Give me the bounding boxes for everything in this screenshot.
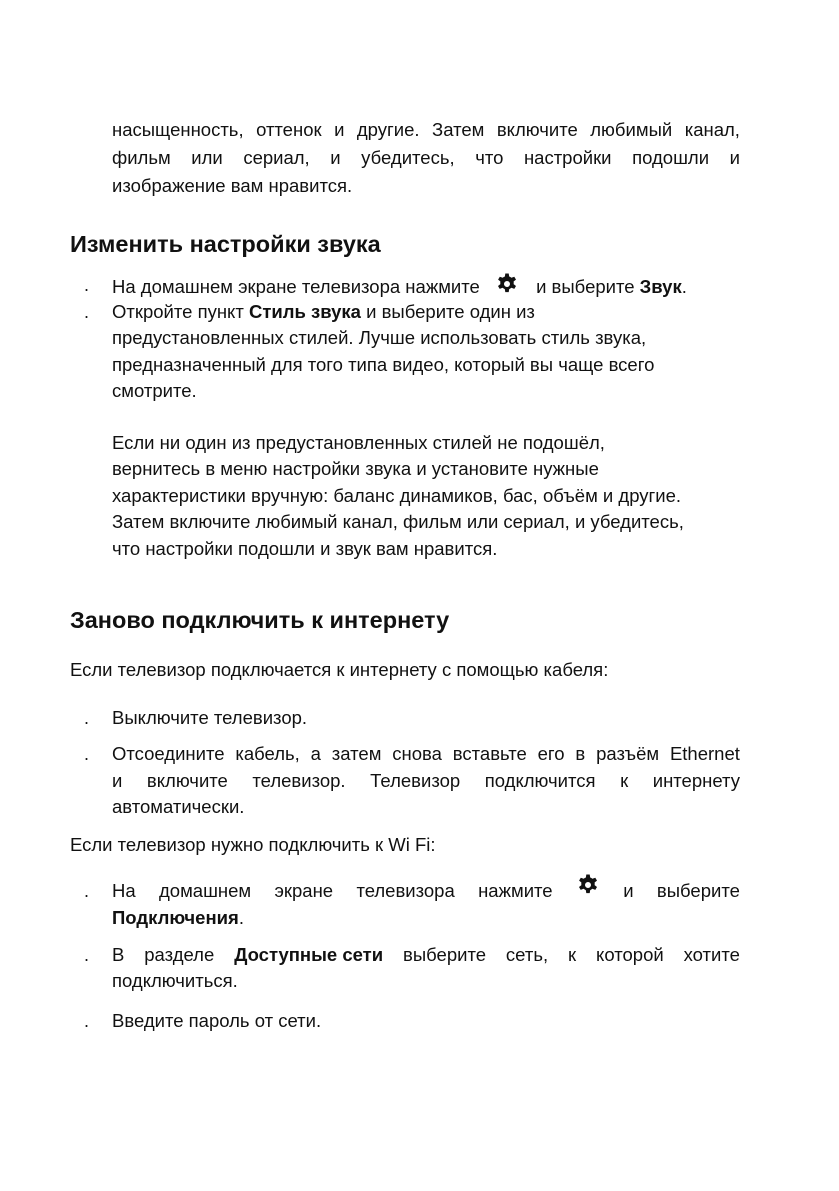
sound-item-2-line-2: предустановленных стилей. Лучше использовать стиль звука, [112, 327, 647, 348]
word: а [310, 743, 321, 764]
word: сеть, [505, 944, 549, 965]
word: включите [146, 770, 228, 791]
word: выберите [403, 944, 486, 965]
sound-item-2-line-4: смотрите. [112, 380, 197, 401]
word: снова [392, 743, 442, 764]
gear-icon [576, 873, 600, 897]
intro-line-2 [112, 145, 740, 171]
sound-item-2-line-3: предназначенный для того типа видео, который вы чаще всего [112, 354, 655, 375]
wifi-item-2-line-1 [112, 942, 740, 968]
word: Ethernet [669, 743, 740, 764]
word: сериал, [243, 147, 310, 168]
sound-note-line-4: Затем включите любимый канал, фильм или сериал, и убедитесь, [112, 511, 684, 532]
item-text: . [681, 276, 687, 297]
bullet: . [84, 945, 90, 965]
sound-note-line-1: Если ни один из предустановленных стилей не подошёл, [112, 432, 605, 453]
bullet: . [84, 302, 90, 322]
word: и [623, 880, 634, 901]
word: нажмите [478, 880, 553, 901]
bullet: . [84, 275, 90, 295]
cable-intro: Если телевизор подключается к интернету с помощью кабеля: [70, 659, 609, 680]
wifi-intro: Если телевизор нужно подключить к Wi Fi: [70, 834, 436, 855]
word: любимый [590, 119, 673, 140]
sound-note-line-3: характеристики вручную: баланс динамиков, бас, объём и другие. [112, 485, 682, 506]
word: Телевизор [370, 770, 461, 791]
intro-line-1 [112, 117, 740, 143]
word: телевизор. [252, 770, 346, 791]
word: выберите [656, 880, 740, 901]
word: домашнем [158, 880, 252, 901]
intro-line-3: изображение вам нравится. [112, 175, 353, 196]
word: хотите [683, 944, 740, 965]
internet-heading: Заново подключить к интернету [70, 607, 450, 633]
word: канал, [684, 119, 740, 140]
bold-term: Звук [639, 276, 682, 297]
word: В [112, 944, 125, 965]
word: телевизора [356, 880, 455, 901]
word: что [475, 147, 504, 168]
word: Затем [432, 119, 485, 140]
word: подошли [632, 147, 710, 168]
word: к [568, 944, 577, 965]
word: вставьте [452, 743, 527, 764]
word: кабель, [235, 743, 300, 764]
word: Отсоедините [112, 743, 225, 764]
bullet: . [84, 1011, 90, 1031]
bold-term: Доступные сети [234, 944, 384, 965]
word: и [112, 770, 123, 791]
word: настройки [523, 147, 612, 168]
word: и [334, 119, 345, 140]
word: или [191, 147, 223, 168]
word: другие. [356, 119, 420, 140]
item-text: . [238, 907, 244, 928]
wifi-item-1-line-1 [112, 878, 740, 904]
wifi-item-3: Введите пароль от сети. [112, 1010, 322, 1031]
sound-item-2-line-1 [112, 299, 535, 325]
wifi-item-2-line-2: подключиться. [112, 970, 238, 991]
item-text: Откройте пункт [112, 301, 249, 322]
bold-term: Подключения [112, 907, 239, 928]
cable-item-2-line-1 [112, 741, 740, 767]
item-text: и выберите [536, 276, 640, 297]
word: разъём [596, 743, 660, 764]
word: в [575, 743, 586, 764]
bullet: . [84, 744, 90, 764]
item-text: На домашнем экране телевизора нажмите [112, 276, 480, 297]
item-text: и выберите один из [360, 301, 535, 322]
cable-item-2-line-2 [112, 768, 740, 794]
word: его [537, 743, 565, 764]
bullet: . [84, 881, 90, 901]
wifi-item-1-line-2 [112, 905, 244, 931]
sound-note-line-2: вернитесь в меню настройки звука и установите нужные [112, 458, 599, 479]
bullet: . [84, 708, 90, 728]
word: экране [274, 880, 334, 901]
word: фильм [112, 147, 171, 168]
bold-term: Стиль звука [248, 301, 361, 322]
gear-icon [495, 272, 519, 296]
cable-item-1: Выключите телевизор. [112, 707, 308, 728]
word: к [620, 770, 629, 791]
word: включите [496, 119, 578, 140]
word: и [729, 147, 740, 168]
word: На [112, 880, 136, 901]
word: затем [331, 743, 382, 764]
sound-heading: Изменить настройки звука [70, 231, 381, 257]
word: и [330, 147, 341, 168]
word: оттенок [256, 119, 322, 140]
word: насыщенность, [112, 119, 244, 140]
word: которой [596, 944, 664, 965]
cable-item-2-line-3: автоматически. [112, 796, 245, 817]
sound-note-line-5: что настройки подошли и звук вам нравится. [112, 538, 498, 559]
sound-item-1 [112, 272, 687, 300]
word: интернету [652, 770, 740, 791]
word: разделе [144, 944, 215, 965]
word: убедитесь, [361, 147, 455, 168]
word: подключится [484, 770, 596, 791]
